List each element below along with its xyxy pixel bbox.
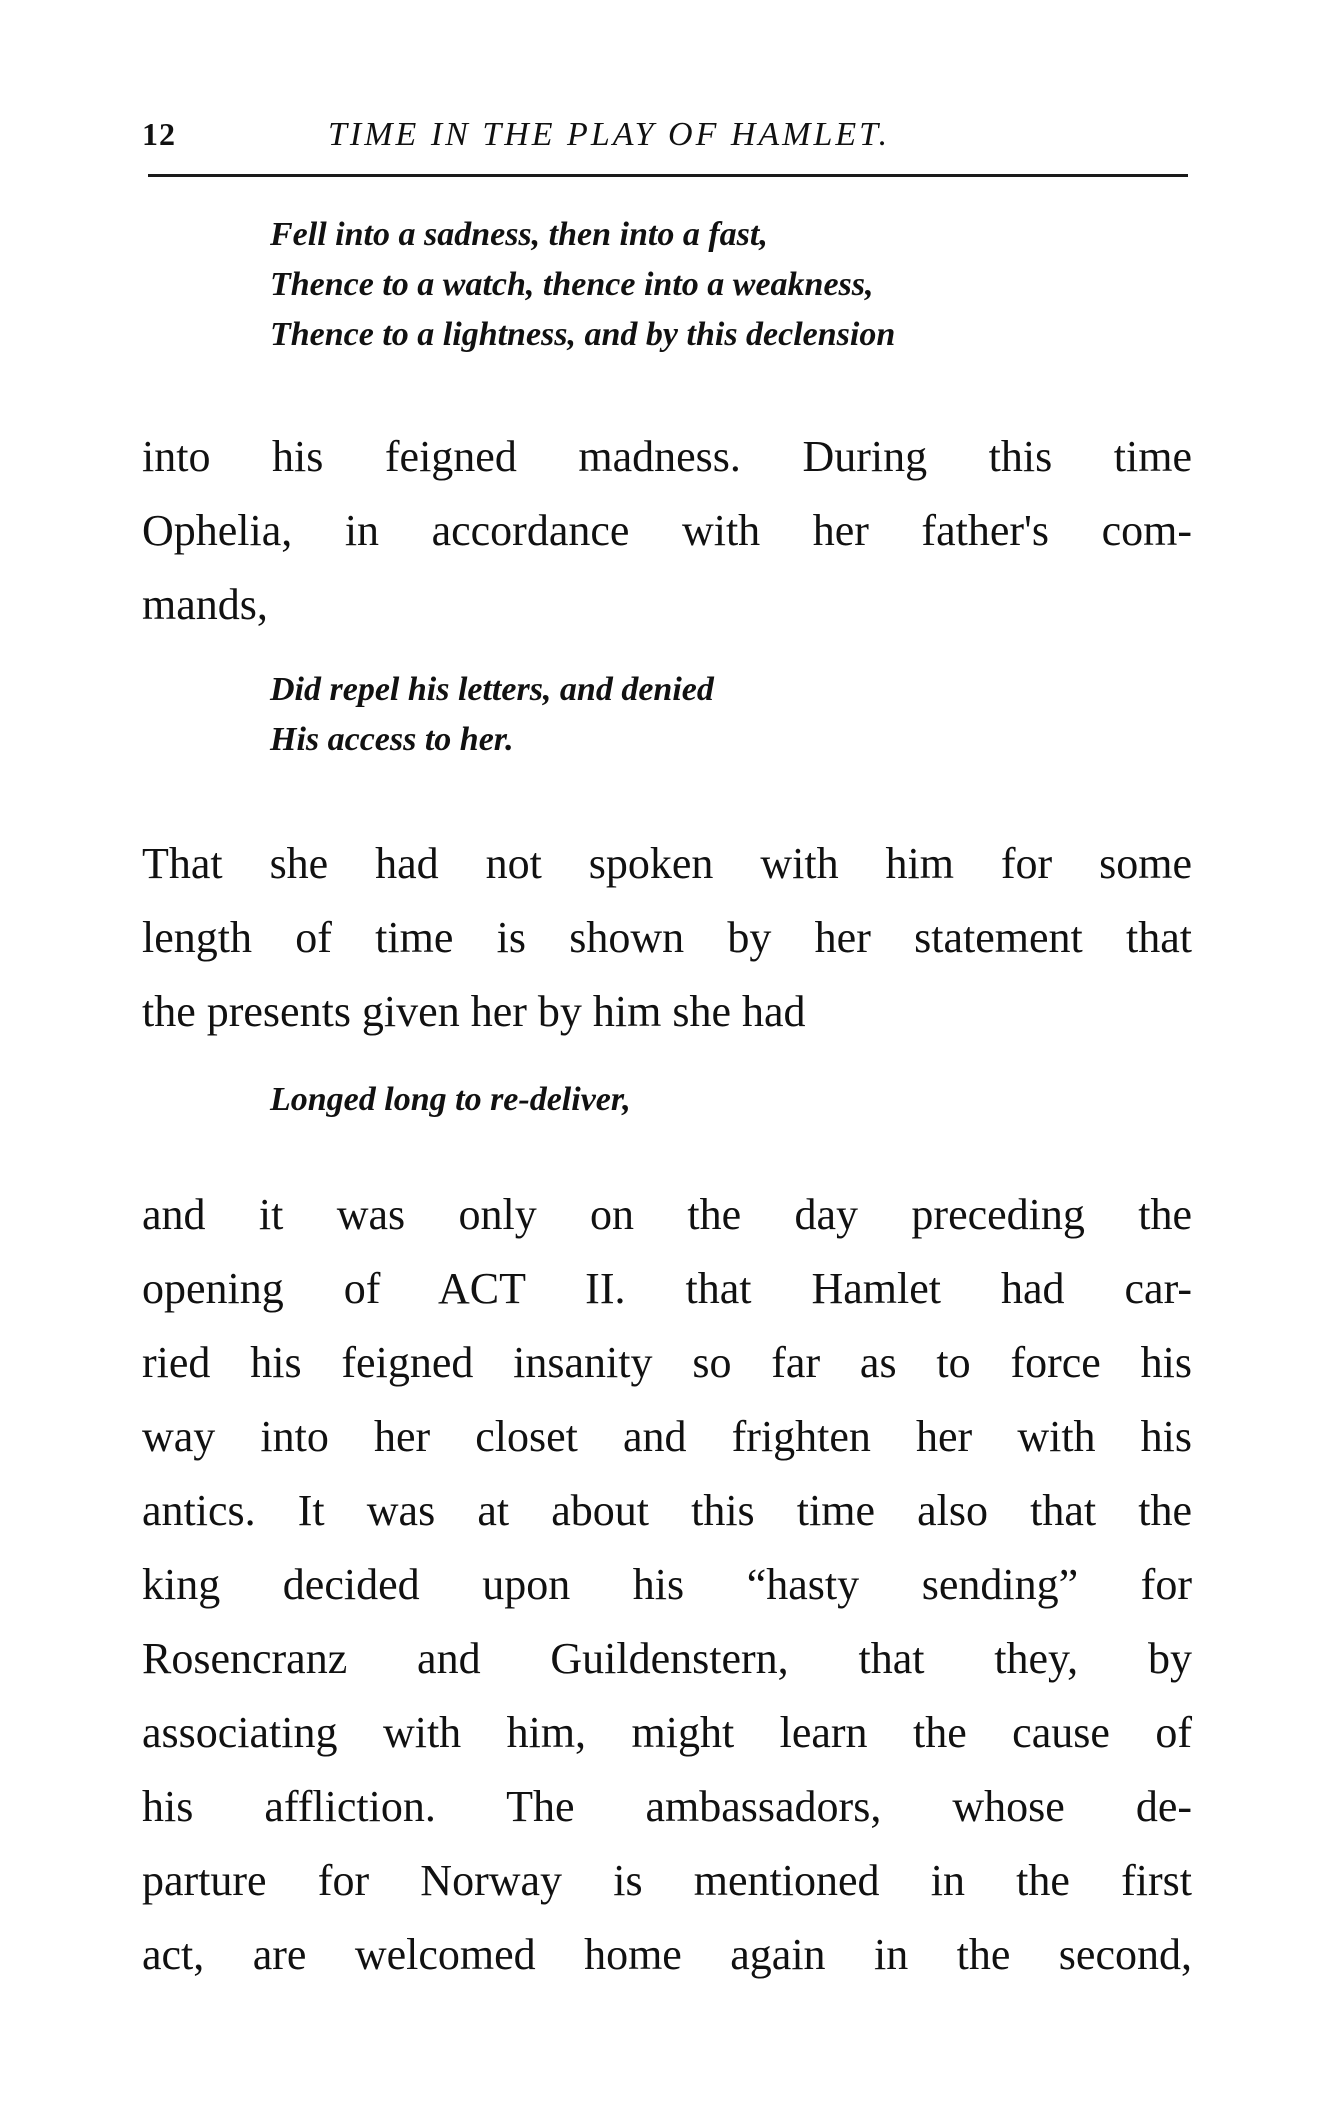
verse-line: Thence to a lightness, and by this declension	[270, 316, 896, 353]
page-header	[142, 108, 1192, 168]
prose-line: mands,	[142, 580, 268, 629]
prose-line: parture for Norway is mentioned in the first	[142, 1856, 1192, 1905]
prose-line: act, are welcomed home again in the second,	[142, 1930, 1192, 1979]
prose-line: antics. It was at about this time also that the	[142, 1486, 1192, 1535]
prose-line: king decided upon his “hasty sending” for	[142, 1560, 1192, 1609]
prose-line: That she had not spoken with him for some	[142, 839, 1192, 888]
verse-quote-1	[270, 210, 895, 360]
header-rule	[148, 174, 1188, 177]
prose-line: into his feigned madness. During this time	[142, 432, 1192, 481]
verse-line: Fell into a sadness, then into a fast,	[270, 216, 768, 253]
prose-paragraph-2	[142, 827, 1192, 1049]
prose-line: associating with him, might learn the cause of	[142, 1708, 1192, 1757]
prose-line: the presents given her by him she had	[142, 987, 806, 1036]
verse-quote-3	[270, 1075, 631, 1125]
prose-line: opening of ACT II. that Hamlet had car-	[142, 1264, 1192, 1313]
prose-line: and it was only on the day preceding the	[142, 1190, 1192, 1239]
prose-line: his affliction. The ambassadors, whose de-	[142, 1782, 1192, 1831]
verse-line: Did repel his letters, and denied	[270, 671, 714, 708]
prose-paragraph-1	[142, 420, 1192, 642]
prose-line: Ophelia, in accordance with her father's com-	[142, 506, 1192, 555]
prose-line: ried his feigned insanity so far as to force his	[142, 1338, 1192, 1387]
prose-line: Rosencranz and Guildenstern, that they, by	[142, 1634, 1192, 1683]
verse-quote-2	[270, 665, 714, 765]
verse-line: Longed long to re-deliver,	[270, 1081, 631, 1118]
verse-line: His access to her.	[270, 721, 514, 758]
prose-line: way into her closet and frighten her with his	[142, 1412, 1192, 1461]
running-title: TIME IN THE PLAY OF HAMLET.	[328, 116, 891, 153]
page-number: 12	[142, 116, 176, 152]
verse-line: Thence to a watch, thence into a weakness,	[270, 266, 874, 303]
prose-line: length of time is shown by her statement that	[142, 913, 1192, 962]
prose-paragraph-3	[142, 1178, 1192, 1992]
